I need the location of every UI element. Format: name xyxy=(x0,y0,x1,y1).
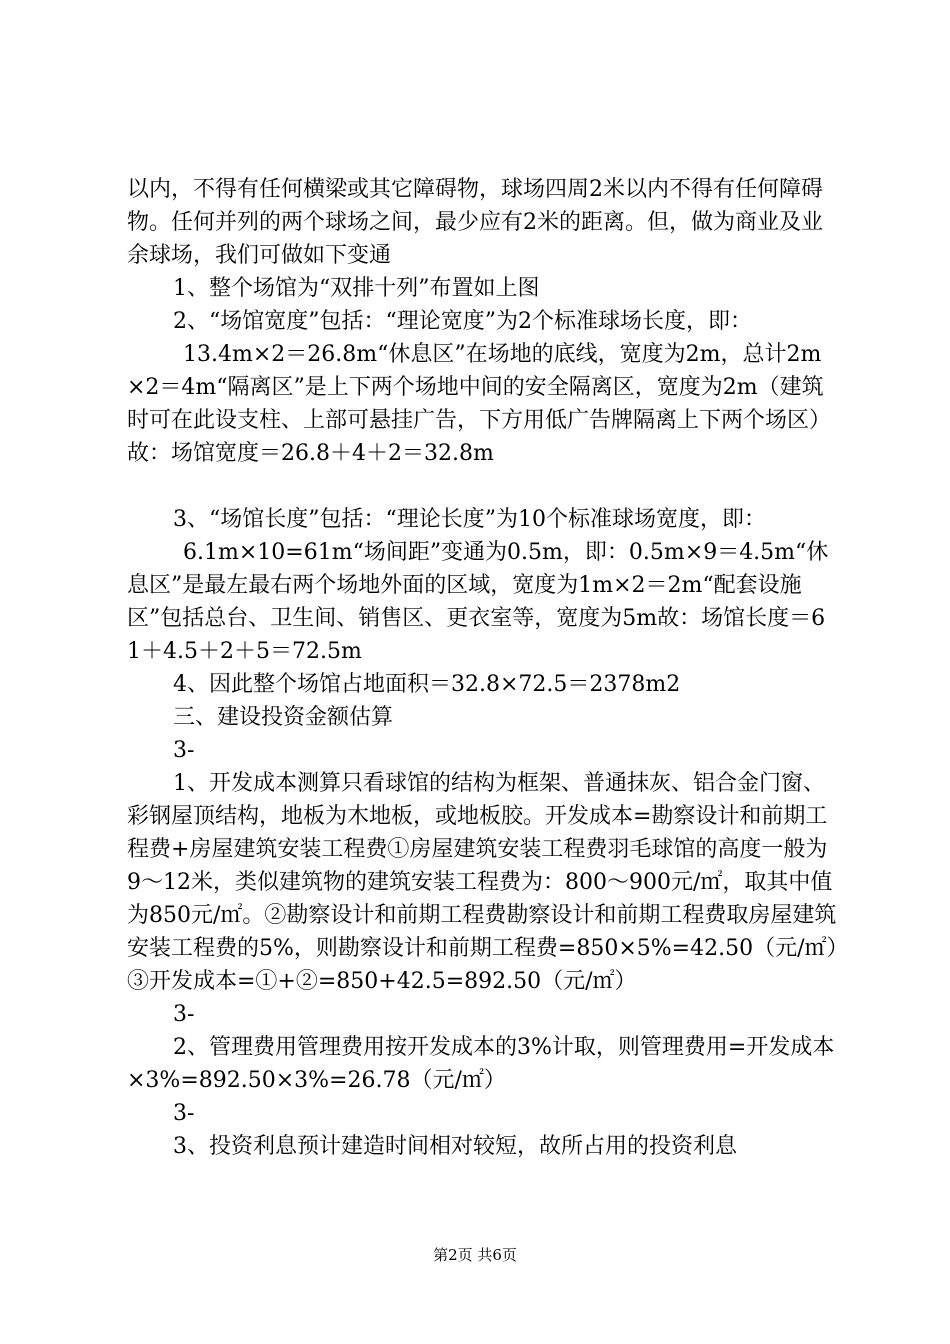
section-number: 3- xyxy=(173,738,195,763)
paragraph-item-2: 2、“场馆宽度”包括：“理论宽度”为2个标准球场长度，即： xyxy=(173,309,752,334)
paragraph-intro: 以内，不得有任何横梁或其它障碍物，球场四周2米以内不得有任何障碍物。任何并列的两个球场之间，最少应有2米的距离。但，做为商业及业余球场，我们可做如下变通 xyxy=(127,177,823,268)
section-number: 3- xyxy=(173,1002,195,1027)
paragraph-width-calc: 13.4m×2＝26.8m“休息区”在场地的底线，宽度为2m，总计2m×2＝4m“隔离区”是上下两个场地中间的安全隔离区，宽度为2m（建筑时可在此设支柱、上部可悬挂广告，下方用低广告牌隔离上下两个场区）故：场馆宽度＝26.8＋4＋2＝32.8m xyxy=(127,342,832,466)
paragraph-investment-interest: 3、投资利息预计建造时间相对较短，故所占用的投资利息 xyxy=(173,1134,737,1159)
paragraph-development-cost: 1、开发成本测算只看球馆的结构为框架、普通抹灰、铝合金门窗、彩钢屋顶结构，地板为木地板，或地板胶。开发成本=勘察设计和前期工程费+房屋建筑安装工程费①房屋建筑安装工程费羽毛球馆的高度一般为9～12米，类似建筑物的建筑安装工程费为：800～900元/㎡，取其中值为850元/㎡。②勘察设计和前期工程费勘察设计和前期工程费取房屋建筑安装工程费的5%，则勘察设计和前期工程费=850×5%=42.50（元/㎡）③开发成本=①+②=850+42.5=892.50（元/㎡） xyxy=(127,771,838,994)
page-footer: 第2页 共6页 xyxy=(433,1246,517,1264)
section-number: 3- xyxy=(173,1101,195,1126)
paragraph-management-fee: 2、管理费用管理费用按开发成本的3%计取，则管理费用=开发成本×3%=892.50×3%=26.78（元/㎡） xyxy=(127,1035,835,1093)
paragraph-item-4: 4、因此整个场馆占地面积＝32.8×72.5＝2378m2 xyxy=(173,672,681,697)
document-body xyxy=(127,173,839,1163)
paragraph-item-1: 1、整个场馆为“双排十列”布置如上图 xyxy=(173,276,540,301)
paragraph-length-calc: 6.1m×10=61m“场间距”变通为0.5m，即：0.5m×9＝4.5m“休息区”是最左最右两个场地外面的区域，宽度为1m×2＝2m“配套设施区”包括总台、卫生间、销售区、更衣室等，宽度为5m故：场馆长度＝61＋4.5＋2＋5＝72.5m xyxy=(127,540,829,664)
section-heading-3: 三、建设投资金额估算 xyxy=(173,705,394,730)
paragraph-item-3: 3、“场馆长度”包括：“理论长度”为10个标准球场宽度，即： xyxy=(173,507,766,532)
spacer xyxy=(127,470,839,503)
